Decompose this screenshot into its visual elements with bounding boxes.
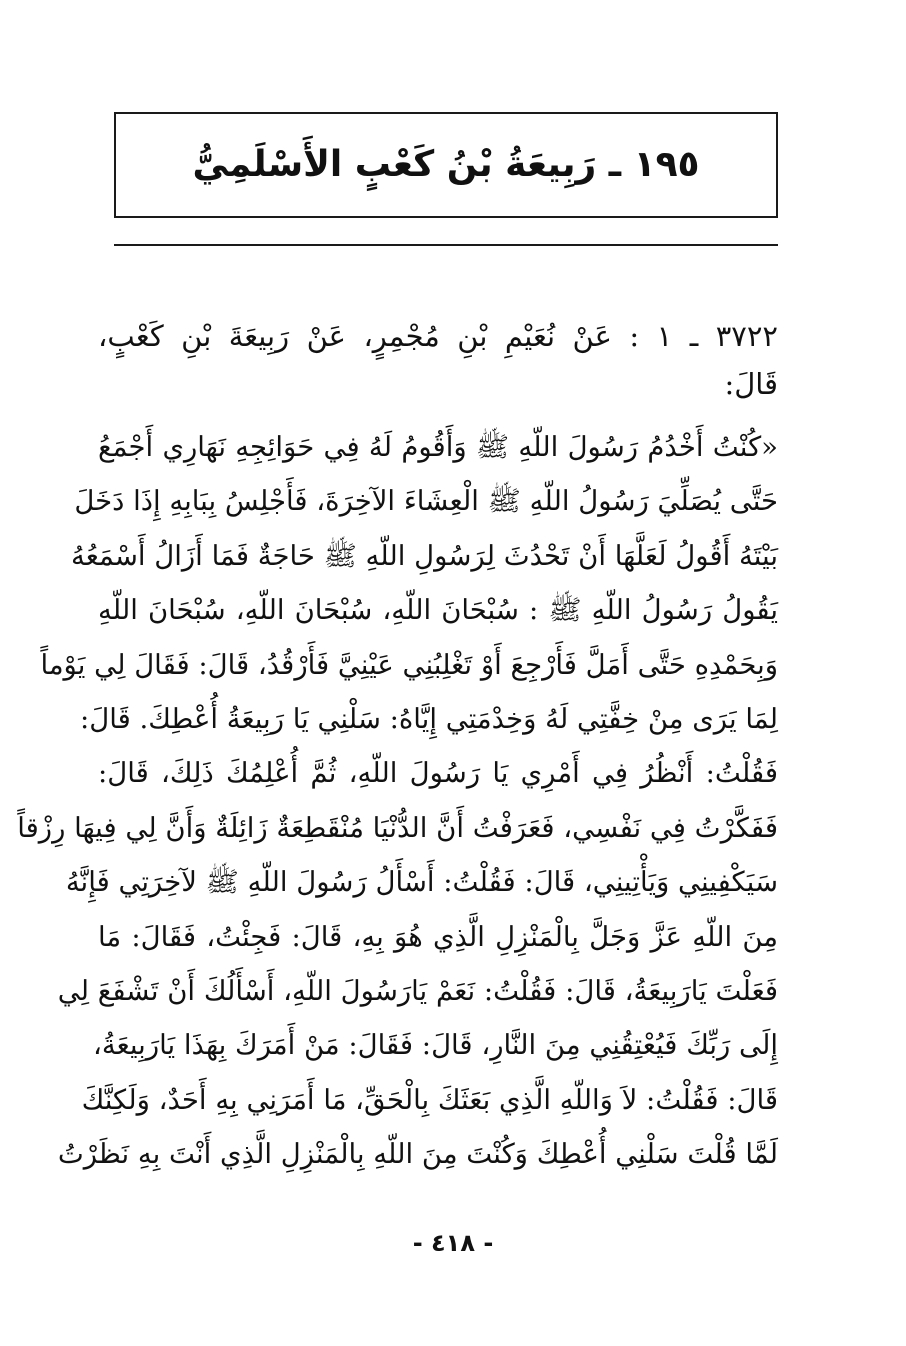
text-line: سَيَكْفِينِي وَيَأْتِينِي، قَالَ: فَقُلْتُ: أَسْأَلُ رَسُولَ اللّهِ ﷺ لآخِرَتِي فَإِنَّهُ bbox=[65, 866, 778, 899]
text-line: مِنَ اللّهِ عَزَّ وَجَلَّ بِالْمَنْزِلِ الَّذِي هُوَ بِهِ، قَالَ: فَجِئْتُ، فَقَالَ: مَا bbox=[98, 920, 778, 953]
chapter-title: ١٩٥ ـ رَبِيعَةُ بْنُ كَعْبٍ الأَسْلَمِيُّ bbox=[192, 144, 700, 185]
text-line: بَيْتَهُ أَقُولُ لَعَلَّهَا أَنْ تَحْدُثَ لِرَسُولِ اللّهِ ﷺ حَاجَةٌ فَمَا أَزَالُ أَسْمَعُهُ bbox=[70, 539, 778, 572]
text-line: لِمَا يَرَى مِنْ خِفَّتِي لَهُ وَخِدْمَتِي إِيَّاهُ: سَلْنِي يَا رَبِيعَةُ أُعْطِكَ. قَالَ: bbox=[79, 702, 778, 735]
text-line: لَمَّا قُلْتَ سَلْنِي أُعْطِكَ وَكُنْتَ مِنَ اللّهِ بِالْمَنْزِلِ الَّذِي أَنْتَ بِهِ نَظَرْتُ bbox=[57, 1138, 778, 1171]
text-line: فَفَكَّرْتُ فِي نَفْسِي، فَعَرَفْتُ أَنَّ الدُّنْيَا مُنْقَطِعَةٌ زَائِلَةٌ وَأَنَّ لِي فِيهَا رِزْقاً bbox=[17, 811, 778, 844]
text-line: إِلَى رَبِّكَ فَيُعْتِقُنِي مِنَ النَّارِ، قَالَ: فَقَالَ: مَنْ أَمَرَكَ بِهَذَا يَارَبِيعَةُ، bbox=[92, 1029, 778, 1062]
isnad-line: ٣٧٢٢ ـ ١ : عَنْ نُعَيْمِ بْنِ مُجْمِرٍ، عَنْ رَبِيعَةَ بْنِ كَعْبٍ، bbox=[98, 319, 779, 353]
text-line: يَقُولُ رَسُولُ اللّهِ ﷺ : سُبْحَانَ اللّهِ، سُبْحَانَ اللّهِ، سُبْحَانَ اللّهِ bbox=[98, 594, 778, 627]
text-line: فَقُلْتُ: أَنْظُرُ فِي أَمْرِي يَا رَسُولَ اللّهِ، ثُمَّ أُعْلِمُكَ ذَلِكَ، قَالَ: bbox=[98, 757, 778, 790]
text-line: حَتَّى يُصَلِّيَ رَسُولُ اللّهِ ﷺ الْعِشَاءَ الآخِرَةَ، فَأَجْلِسُ بِبَابِهِ إِذَا دَخَلَ bbox=[74, 485, 778, 518]
chapter-title-box bbox=[114, 112, 778, 218]
hadith-text bbox=[17, 420, 778, 1181]
header-divider bbox=[114, 244, 778, 246]
text-line: «كُنْتُ أَخْدُمُ رَسُولَ اللّهِ ﷺ وَأَقُومُ لَهُ فِي حَوَائِجِهِ نَهَارِي أَجْمَعُ bbox=[98, 431, 778, 463]
text-line: قَالَ: فَقُلْتُ: لاَ وَاللّهِ الَّذِي بَعَثَكَ بِالْحَقِّ، مَا أَمَرَنِي بِهِ أَحَدٌ، وَلَكِنَّكَ bbox=[81, 1083, 778, 1116]
isnad-line: قَالَ: bbox=[724, 367, 778, 401]
text-line: فَعَلْتَ يَارَبِيعَةُ، قَالَ: فَقُلْتُ: نَعَمْ يَارَسُولَ اللّهِ، أَسْأَلُكَ أَنْ تَشْفَعَ لِي bbox=[57, 974, 778, 1007]
page-number: - ٤١٨ - bbox=[412, 1229, 494, 1257]
hadith-isnad bbox=[98, 312, 778, 408]
text-line: وَبِحَمْدِهِ حَتَّى أَمَلَّ فَأَرْجِعَ أَوْ تَغْلِبُنِي عَيْنِيَّ فَأَرْقُدُ، قَالَ: فَقَالَ لِي يَوْماً bbox=[40, 648, 778, 681]
